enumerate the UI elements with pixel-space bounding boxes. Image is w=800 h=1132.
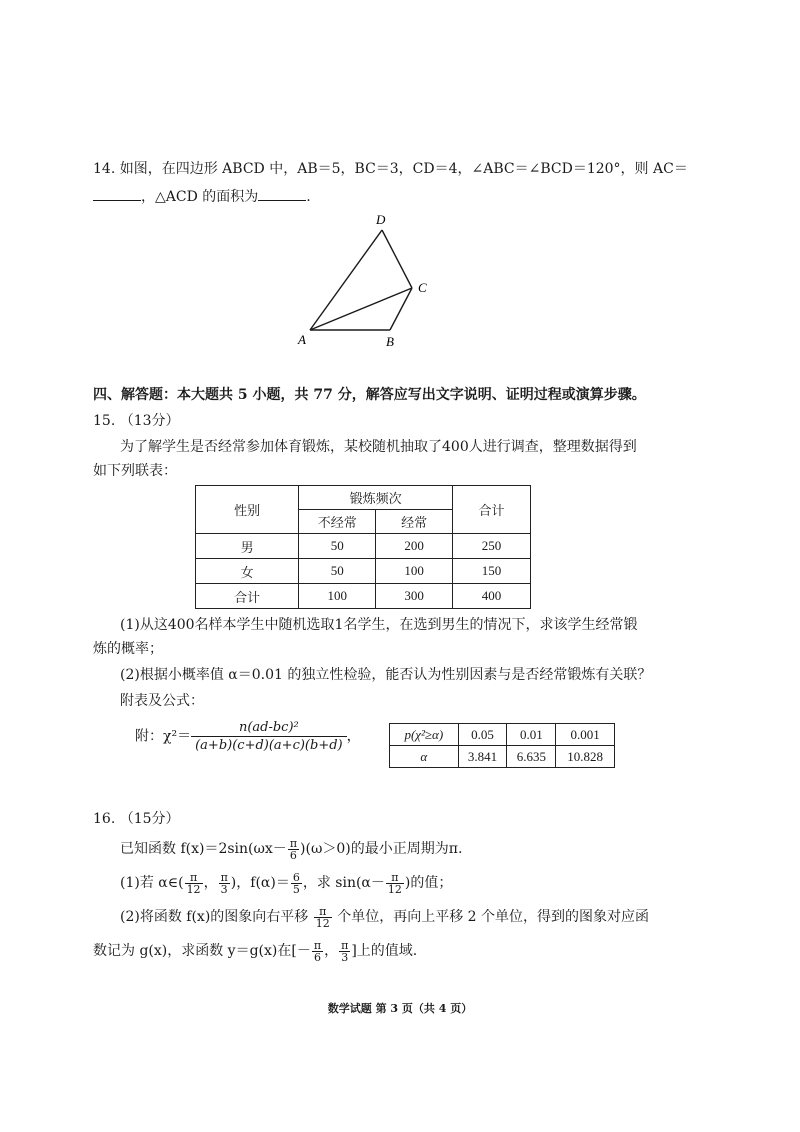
- q15-part2: (2)根据小概率值 α＝0.01 的独立性检验，能否认为性别因素与是否经常锻炼有关联？: [120, 667, 652, 683]
- row-label: 男: [196, 534, 299, 559]
- crit-cell: 10.828: [556, 746, 615, 768]
- quadrilateral-figure: [290, 212, 440, 352]
- crit-cell: 6.635: [507, 746, 556, 768]
- crit-cell: 0.05: [458, 724, 507, 746]
- q16-l4-text-a: 数记为 g(x)，求函数 y＝g(x)在[－: [93, 943, 311, 959]
- formula-numerator: n(ad-bc)²: [191, 720, 347, 737]
- label-a: A: [298, 332, 306, 347]
- cell-total: 400: [453, 584, 531, 609]
- cell-not-often: 50: [299, 534, 376, 559]
- cell-not-often: 50: [299, 559, 376, 584]
- fraction-pi-12: [386, 872, 404, 895]
- header-not-often: 不经常: [299, 510, 376, 534]
- cell-often: 200: [376, 534, 453, 559]
- fraction-6-5: [291, 872, 302, 895]
- q16-l3-text-a: (2)将函数 f(x)的图象向右平移: [120, 909, 309, 925]
- header-gender: 性别: [196, 486, 299, 534]
- cell-often: 300: [376, 584, 453, 609]
- q15-appendix: 附表及公式：: [120, 693, 204, 709]
- table-row: [390, 746, 615, 768]
- header-frequency: 锻炼频次: [299, 486, 453, 510]
- row-label: 女: [196, 559, 299, 584]
- q14-line1: 14. 如图，在四边形 ABCD 中，AB＝5，BC＝3，CD＝4，∠ABC＝∠BCD＝120°，则 AC＝: [93, 161, 688, 177]
- frac-den: 5: [292, 882, 300, 896]
- frac-den: 6: [289, 848, 297, 862]
- crit-cell: 3.841: [458, 746, 507, 768]
- answer-blank-ac: [93, 188, 141, 201]
- frac-num: π: [185, 872, 203, 884]
- q15-intro-2: 如下列联表：: [93, 463, 177, 479]
- critical-value-table: [389, 723, 615, 768]
- table-row: [196, 559, 531, 584]
- q15-intro-1: 为了解学生是否经常参加体育锻炼，某校随机抽取了400人进行调查，整理数据得到: [120, 439, 637, 455]
- fraction-pi-12: [314, 906, 332, 929]
- header-often: 经常: [376, 510, 453, 534]
- frac-num: π: [314, 906, 332, 918]
- crit-cell: 0.001: [556, 724, 615, 746]
- q16-l4-text-c: ]上的值域.: [351, 943, 418, 959]
- cell-total: 150: [453, 559, 531, 584]
- fraction-pi-12: [185, 872, 203, 895]
- formula-prefix: 附：χ²＝: [135, 728, 192, 745]
- frac-num: π: [341, 938, 349, 952]
- q14-line2: [93, 188, 311, 206]
- frac-den: 12: [186, 882, 201, 896]
- fraction-pi-3: [339, 940, 350, 963]
- table-row: [196, 534, 531, 559]
- q16-l1-text-b: )(ω＞0)的最小正周期为π.: [300, 841, 463, 857]
- row-label: 合计: [196, 584, 299, 609]
- label-d: D: [376, 212, 386, 227]
- q16-l1-text-a: 已知函数 f(x)＝2sin(ωx－: [120, 841, 287, 857]
- q16-l2-text-b: ，: [203, 875, 218, 891]
- fraction-pi-3: [219, 872, 230, 895]
- frac-den: 3: [341, 950, 349, 964]
- q15-heading: 15. （13分）: [93, 413, 180, 429]
- frac-num: π: [386, 872, 404, 884]
- frac-num: π: [220, 870, 228, 884]
- q16-line3: [120, 904, 649, 930]
- crit-cell: 0.01: [507, 724, 556, 746]
- q16-heading: 16. （15分）: [93, 811, 180, 827]
- cell-often: 100: [376, 559, 453, 584]
- q16-line2: [120, 870, 452, 896]
- segment-dc: [382, 230, 412, 288]
- frac-num: π: [289, 836, 298, 850]
- frac-den: 12: [315, 916, 330, 930]
- table-row: [196, 584, 531, 609]
- cell-not-often: 100: [299, 584, 376, 609]
- segment-cb: [390, 288, 412, 330]
- q16-line1: [120, 836, 462, 862]
- q16-l3-text-b: 个单位，再向上平移 2 个单位，得到的图象对应函: [337, 909, 650, 925]
- q14-line2-text: ，△ACD 的面积为: [141, 189, 259, 205]
- header-total: 合计: [453, 486, 531, 534]
- q16-l2-text-d: ，求 sin(α－: [302, 875, 385, 891]
- section-4-heading: 四、解答题：本大题共 5 小题，共 77 分，解答应写出文字说明、证明过程或演算步骤。: [93, 387, 646, 403]
- q16-l2-text-a: (1)若 α∈(: [120, 875, 184, 891]
- cell-total: 250: [453, 534, 531, 559]
- crit-row1-head: p(χ²≥α): [390, 724, 459, 746]
- frac-den: 12: [387, 882, 402, 896]
- frac-den: 6: [313, 950, 321, 964]
- formula-suffix: ，: [346, 728, 361, 745]
- q14-line2-end: .: [306, 189, 311, 205]
- chi-square-formula: [135, 720, 361, 753]
- label-b: B: [386, 334, 394, 349]
- table-row: [390, 724, 615, 746]
- formula-fraction: [191, 720, 347, 753]
- answer-blank-area: [258, 188, 306, 201]
- q16-l2-text-e: )的值；: [404, 875, 453, 891]
- page-footer: 数学试题 第 3 页（共 4 页）: [327, 1002, 473, 1015]
- crit-row2-head: α: [390, 746, 459, 768]
- frac-den: 3: [220, 882, 228, 896]
- q15-part1-line1: (1)从这400名样本学生中随机选取1名学生，在选到男生的情况下，求该学生经常锻: [120, 617, 638, 633]
- fraction-pi-6: [288, 838, 299, 861]
- label-c: C: [418, 280, 427, 295]
- q16-l2-text-c: )，f(α)＝: [230, 875, 290, 891]
- fraction-pi-6: [312, 940, 323, 963]
- q16-line4: [93, 938, 417, 964]
- contingency-table: [195, 485, 531, 609]
- frac-num: π: [313, 938, 322, 952]
- q15-part1-line2: 炼的概率；: [93, 641, 163, 657]
- frac-num: 6: [292, 870, 300, 884]
- q16-l4-text-b: ，: [324, 943, 339, 959]
- formula-denominator: (a+b)(c+d)(a+c)(b+d): [195, 738, 343, 753]
